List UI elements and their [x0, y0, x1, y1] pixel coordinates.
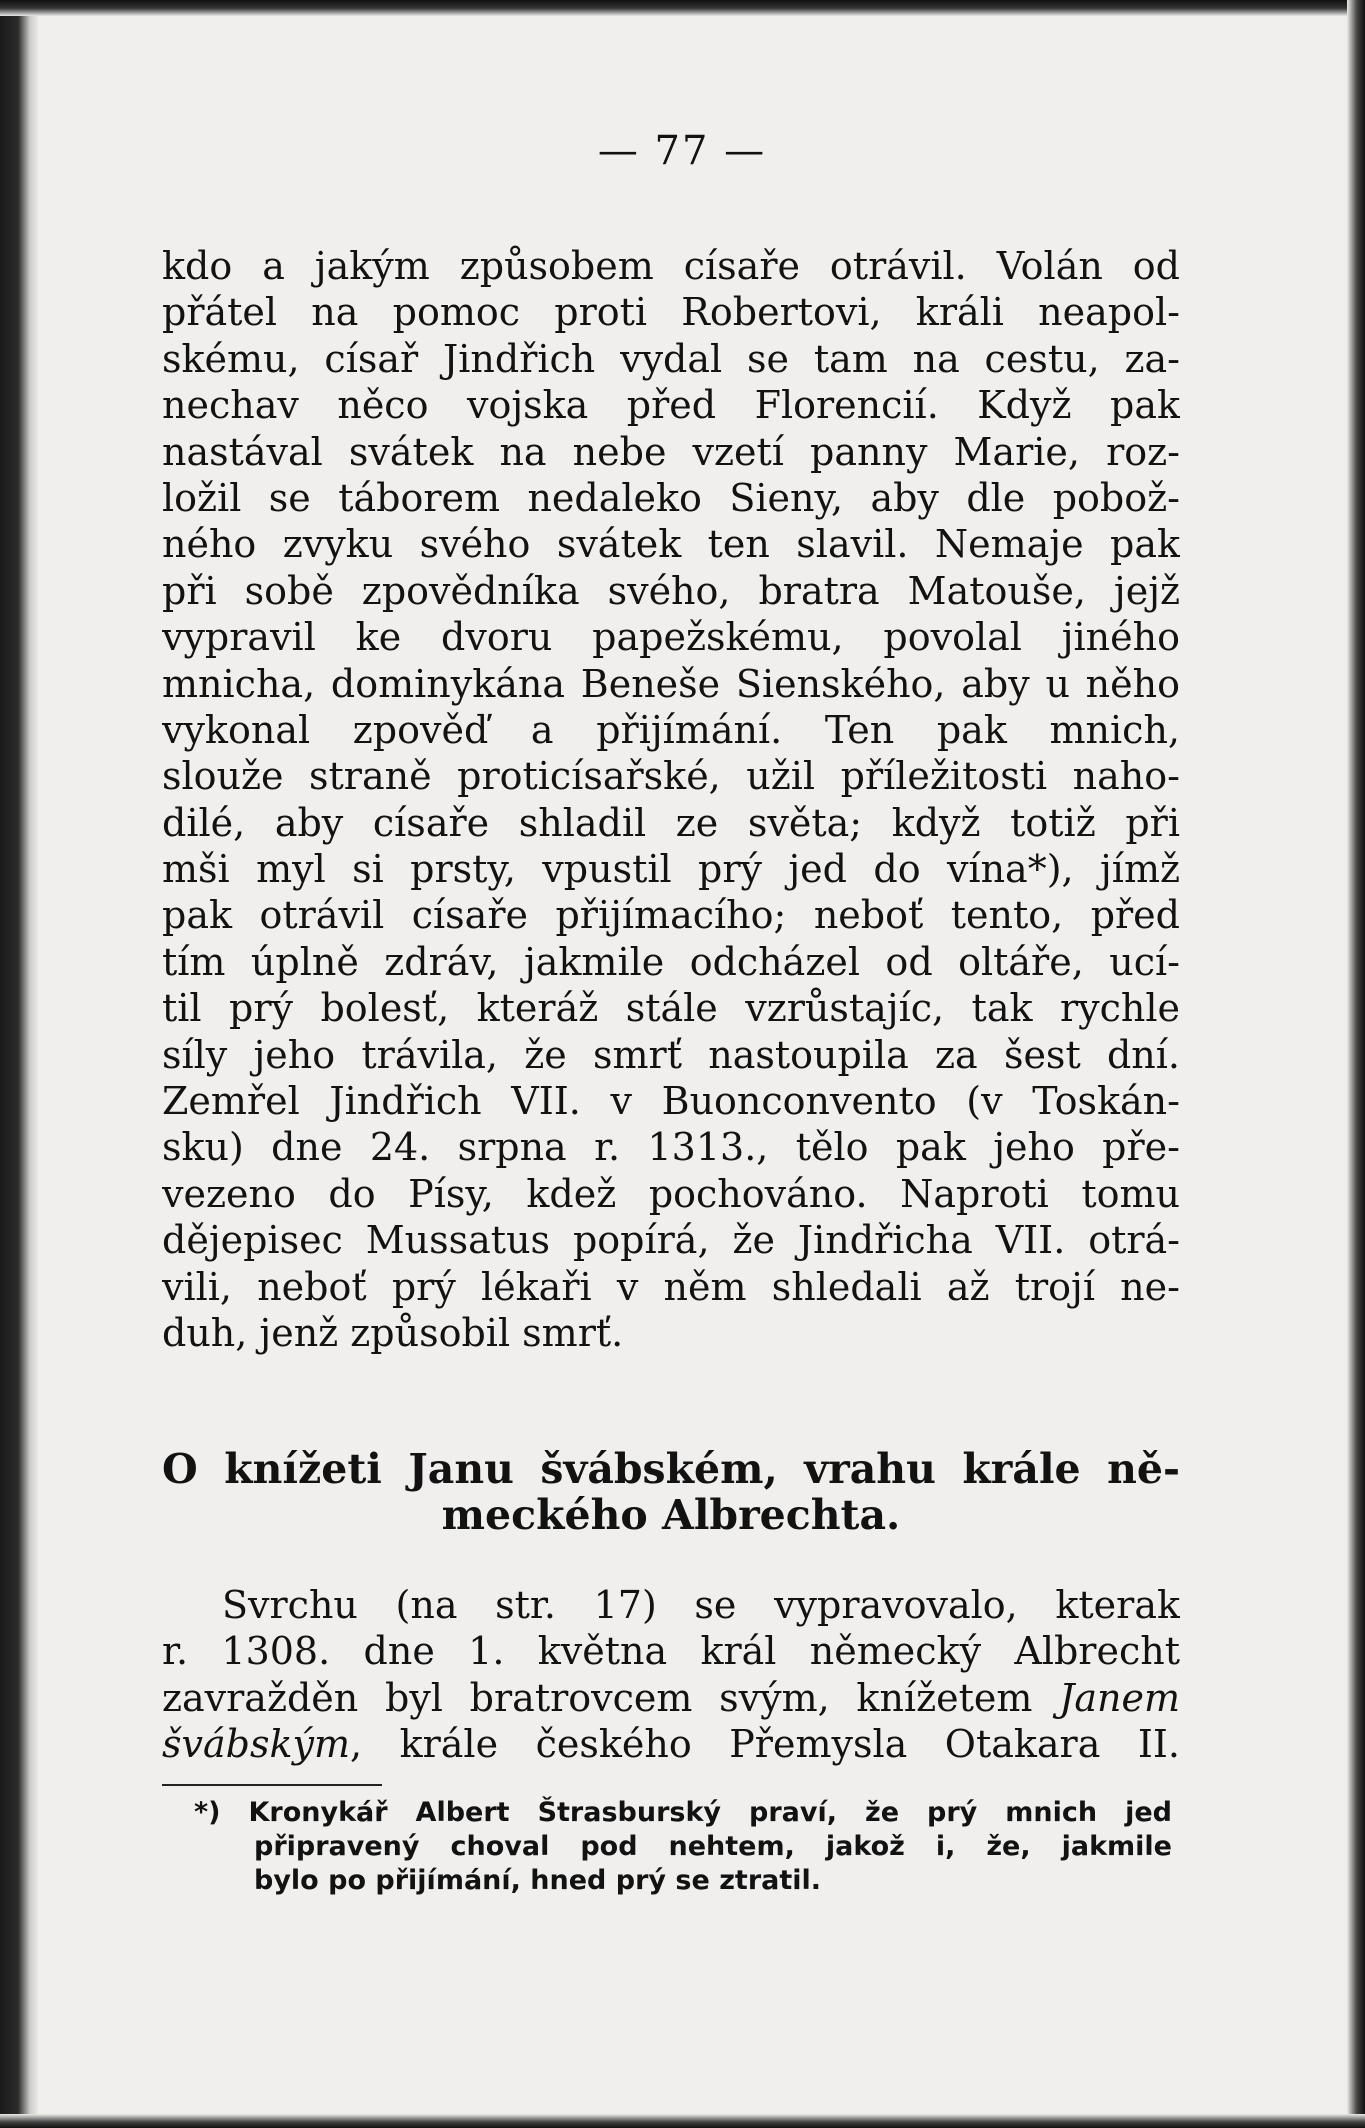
footnote-line: připravený choval pod nehtem, jakož i, že, jakmile	[254, 1831, 1172, 1862]
footnote-line: *) Kronykář Albert Štrasburský praví, že prý mnich jed	[194, 1797, 1172, 1828]
heading-line: meckého Albrechta.	[441, 1492, 901, 1538]
top-edge	[0, 0, 1365, 16]
bottom-edge	[0, 2114, 1365, 2128]
text-line: nastával svátek na nebe vzetí panny Marie, roz-	[162, 429, 1180, 474]
text-line: Zemřel Jindřich VII. v Buonconvento (v Toskán-	[162, 1079, 1180, 1124]
text-line: kdo a jakým způsobem císaře otrávil. Volán od	[162, 244, 1180, 288]
text-line: mnicha, dominykána Beneše Sienského, aby u něho	[162, 661, 1180, 706]
text-line: vykonal zpověď a přijímání. Ten pak mnich,	[162, 707, 1180, 752]
text-line: skému, císař Jindřich vydal se tam na cestu, za-	[162, 336, 1180, 381]
page-number: — 77 —	[597, 128, 767, 174]
paragraph-1	[162, 243, 1180, 1356]
footnote-divider	[162, 1784, 382, 1786]
footnote	[194, 1796, 1172, 1898]
heading-line: O knížeti Janu švábském, vrahu krále ně-	[162, 1446, 1180, 1492]
text-line	[162, 1675, 1180, 1721]
text-line: til prý bolesť, kteráž stále vzrůstajíc, tak rychle	[162, 986, 1180, 1031]
section-heading	[162, 1446, 1180, 1538]
text-line: r. 1308. dne 1. května král německý Albrecht	[162, 1629, 1180, 1674]
text-line: slouže straně proticísařské, užil příležitosti naho-	[162, 754, 1180, 799]
binding-edge	[0, 0, 38, 2128]
text-line: vili, neboť prý lékaři v něm shledali až trojí ne-	[162, 1264, 1180, 1309]
text-line: duh, jenž způsobil smrť.	[162, 1310, 624, 1355]
text-line: při sobě zpovědníka svého, bratra Matouše, jejž	[162, 568, 1180, 613]
paragraph-2	[162, 1582, 1180, 1768]
text-line: nechav něco vojska před Florencií. Když pak	[162, 383, 1180, 428]
text-line: ložil se táborem nedaleko Sieny, aby dle pobož-	[162, 475, 1180, 520]
text-line: pak otrávil císaře přijímacího; neboť tento, před	[162, 893, 1180, 938]
text-line: vypravil ke dvoru papežskému, povolal jiného	[162, 615, 1180, 660]
text-fragment: zavražděn byl bratrovcem svým, knížetem	[162, 1675, 1060, 1720]
text-line: sku) dne 24. srpna r. 1313., tělo pak jeho pře-	[162, 1125, 1180, 1170]
italic-name: Janem	[1059, 1675, 1180, 1720]
text-line: dějepisec Mussatus popírá, že Jindřicha VII. otrá-	[162, 1218, 1180, 1263]
text-line: vezeno do Písy, kdež pochováno. Naproti tomu	[162, 1171, 1180, 1216]
text-line: Svrchu (na str. 17) se vypravovalo, kterak	[222, 1583, 1180, 1627]
text-line: dilé, aby císaře shladil ze světa; když totiž při	[162, 800, 1180, 845]
text-fragment: , krále českého Přemysla Otakara II.	[349, 1722, 1180, 1767]
text-line	[162, 1721, 1180, 1767]
right-edge	[1347, 0, 1365, 2128]
italic-name: švábským	[162, 1722, 350, 1767]
text-line: tím úplně zdráv, jakmile odcházel od oltáře, ucí-	[162, 939, 1180, 984]
text-line: mši myl si prsty, vpustil prý jed do vína*), jímž	[162, 847, 1180, 892]
footnote-line: bylo po přijímání, hned prý se ztratil.	[254, 1865, 822, 1896]
text-line: síly jeho trávila, že smrť nastoupila za šest dní.	[162, 1032, 1180, 1077]
text-line: přátel na pomoc proti Robertovi, králi neapol-	[162, 290, 1180, 335]
text-line: ného zvyku svého svátek ten slavil. Nemaje pak	[162, 522, 1180, 567]
